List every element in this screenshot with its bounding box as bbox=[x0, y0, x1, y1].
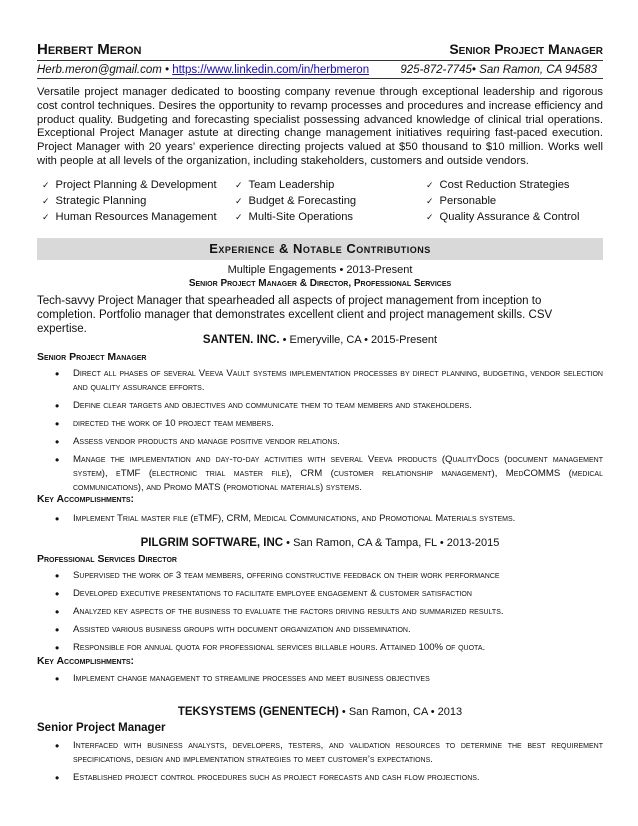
separator-bullet: • bbox=[161, 64, 173, 76]
bullet-item: • Supervised the work of 3 team members, offering constructive feedback on their work performance bbox=[37, 569, 603, 583]
skill-item: ✓ Human Resources Management bbox=[42, 210, 217, 226]
teksystems-role: Senior Project Manager bbox=[37, 722, 166, 734]
bullet-item: • Responsible for annual quota for professional services billable hours. Attained 100% of quota. bbox=[37, 641, 603, 655]
engagements-description: Tech-savvy Project Manager that spearheaded all aspects of project management from inception to completion. Portfolio manager that demonstrates excellent client and project management skills. CSV expertise. bbox=[37, 295, 553, 335]
contact-rule bbox=[37, 78, 603, 79]
bullet-item: • Direct all phases of several Veeva Vault systems implementation processes by direct planning, budgeting, vendor selection and quality assurance efforts. bbox=[37, 367, 603, 395]
contact-line bbox=[37, 64, 603, 76]
candidate-name: Herbert Meron bbox=[37, 41, 142, 58]
engagements-line: Multiple Engagements • 2013-Present bbox=[227, 264, 413, 276]
bullet-item: • Define clear targets and objectives and communicate them to team members and stakeholders. bbox=[37, 399, 603, 413]
accomplishment-item: • Implement change management to streamline processes and meet business objectives bbox=[37, 672, 603, 686]
company-meta: • San Ramon, CA • 2013 bbox=[338, 706, 463, 718]
skill-item: ✓ Strategic Planning bbox=[42, 194, 217, 210]
skill-item: ✓ Multi-Site Operations bbox=[235, 210, 356, 226]
pilgrim-accomplishments-label: Key Accomplishments: bbox=[37, 655, 135, 667]
skill-item: ✓ Team Leadership bbox=[235, 178, 356, 194]
bullet-item: • Assisted various business groups with document organization and dissemination. bbox=[37, 623, 603, 637]
pilgrim-role: Professional Services Director bbox=[37, 553, 177, 565]
bullet-item: • Assess vendor products and manage positive vendor relations. bbox=[37, 435, 603, 449]
header-rule bbox=[37, 60, 603, 61]
pilgrim-bullets bbox=[37, 569, 603, 659]
bullet-item: • directed the work of 10 project team members. bbox=[37, 417, 603, 431]
skill-item: ✓ Project Planning & Development bbox=[42, 178, 217, 194]
santen-role: Senior Project Manager bbox=[37, 351, 147, 363]
santen-accomplishments-label: Key Accomplishments: bbox=[37, 493, 135, 505]
bullet-item: • Analyzed key aspects of the business to evaluate the factors driving results and summarized results. bbox=[37, 605, 603, 619]
pilgrim-accomplishments bbox=[37, 672, 603, 690]
skills-column-2 bbox=[235, 178, 356, 226]
company-meta: • San Ramon, CA & Tampa, FL • 2013-2015 bbox=[283, 537, 500, 549]
teksystems-bullets bbox=[37, 739, 603, 789]
accomplishment-item: • Implement Trial master file (eTMF), CRM, Medical Communications, and Promotional Materials systems. bbox=[37, 512, 603, 526]
summary-paragraph: Versatile project manager dedicated to boosting company revenue through exceptional leadership and rigorous cost control techniques. Desires the opportunity to revamp processes and procedures and increase efficiency and product quality. Budgeting and forecasting specialist possessing advanced knowledge of clinical trial operations. Exceptional Project Manager astute at directing change management initiatives requiring fast-paced execution. Project Manager with 20 years’ experience directing projects valued at $50 thousand to $10 million. Works well with people at all levels of the organization, including stakeholders, customers and outside vendors. bbox=[37, 86, 603, 167]
santen-bullets bbox=[37, 367, 603, 499]
candidate-title: Senior Project Manager bbox=[449, 41, 603, 57]
linkedin-link[interactable]: https://www.linkedin.com/in/herbmeron bbox=[172, 64, 370, 76]
bullet-item: • Interfaced with business analysts, developers, testers, and validation resources to determine the best requirement specifications, design and implementation strategies to meet customer’s expectations. bbox=[37, 739, 603, 767]
company-name: TEKSYSTEMS (GENENTECH) bbox=[177, 706, 339, 718]
skills-column-1 bbox=[42, 178, 217, 226]
company-name: SANTEN. INC. bbox=[202, 334, 280, 346]
teksystems-heading bbox=[37, 706, 603, 718]
section-banner: Experience & Notable Contributions bbox=[37, 238, 603, 260]
skill-item: ✓ Quality Assurance & Control bbox=[426, 210, 579, 226]
company-meta: • Emeryville, CA • 2015-Present bbox=[279, 334, 438, 346]
email-text[interactable]: Herb.meron@gmail.com bbox=[37, 64, 162, 76]
skills-column-3 bbox=[426, 178, 579, 226]
skill-item: ✓ Cost Reduction Strategies bbox=[426, 178, 579, 194]
engagements-role: Senior Project Manager & Director, Professional Services bbox=[188, 278, 452, 289]
company-name: PILGRIM SOFTWARE, INC bbox=[140, 537, 284, 549]
phone-location: 925-872-7745• San Ramon, CA 94583 bbox=[400, 64, 597, 76]
santen-heading bbox=[37, 334, 603, 346]
skill-item: ✓ Budget & Forecasting bbox=[235, 194, 356, 210]
bullet-item: • Established project control procedures such as project forecasts and cash flow projections. bbox=[37, 771, 603, 785]
bullet-item: • Developed executive presentations to facilitate employee engagement & customer satisfaction bbox=[37, 587, 603, 601]
bullet-item: • Manage the implementation and day-to-day activities with several Veeva products (QualityDocs (document management system), eTMF (electronic trial master file), CRM (customer relationship management), MedCOMMS (medical communications), and Promo MATS (promotional materials) systems. bbox=[37, 453, 603, 495]
santen-accomplishments bbox=[37, 512, 603, 530]
skill-item: ✓ Personable bbox=[426, 194, 579, 210]
pilgrim-heading bbox=[37, 537, 603, 549]
